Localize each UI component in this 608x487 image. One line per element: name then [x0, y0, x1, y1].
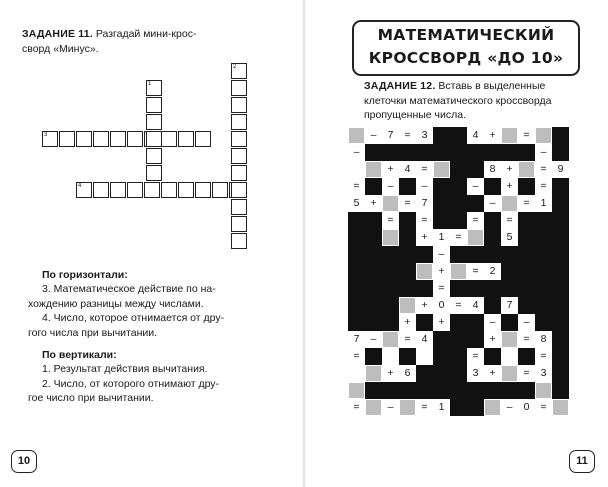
crossword-cell[interactable] — [59, 131, 75, 147]
operator-cell: = — [416, 212, 433, 229]
operator-cell: + — [501, 161, 518, 178]
black-cell — [450, 382, 467, 399]
black-cell — [399, 212, 416, 229]
black-cell — [535, 297, 552, 314]
empty-cell — [348, 365, 365, 382]
black-cell — [450, 399, 467, 416]
black-cell — [501, 382, 518, 399]
operator-cell: = — [450, 297, 467, 314]
black-cell — [484, 348, 501, 365]
operator-cell: = — [399, 195, 416, 212]
operator-cell: = — [348, 178, 365, 195]
crossword-cell[interactable] — [146, 97, 162, 113]
black-cell — [348, 263, 365, 280]
crossword-cell[interactable] — [195, 131, 211, 147]
operator-cell: + — [399, 314, 416, 331]
crossword-cell[interactable] — [231, 199, 247, 215]
number-cell: 1 — [433, 229, 450, 246]
number-cell: 9 — [552, 161, 569, 178]
operator-cell: – — [535, 144, 552, 161]
black-cell — [399, 382, 416, 399]
black-cell — [399, 280, 416, 297]
black-cell — [365, 280, 382, 297]
down-clue-line: 1. Результат действия вычитания. — [42, 363, 208, 375]
clue-number: 1 — [148, 81, 152, 87]
black-cell — [416, 382, 433, 399]
operator-cell: = — [399, 127, 416, 144]
black-cell — [535, 229, 552, 246]
crossword-cell[interactable] — [93, 131, 109, 147]
black-cell — [484, 144, 501, 161]
black-cell — [501, 263, 518, 280]
black-cell — [501, 246, 518, 263]
black-cell — [535, 314, 552, 331]
black-cell — [450, 212, 467, 229]
operator-cell: = — [535, 161, 552, 178]
black-cell — [484, 297, 501, 314]
black-cell — [552, 144, 569, 161]
answer-cell[interactable] — [365, 399, 382, 416]
task-12-text-line1: Вставь в выделенные — [438, 80, 546, 92]
empty-cell — [416, 348, 433, 365]
black-cell — [467, 280, 484, 297]
operator-cell: + — [433, 314, 450, 331]
black-cell — [467, 246, 484, 263]
black-cell — [501, 314, 518, 331]
crossword-cell[interactable] — [146, 165, 162, 181]
black-cell — [382, 314, 399, 331]
crossword-cell[interactable] — [231, 148, 247, 164]
operator-cell: – — [365, 127, 382, 144]
operator-cell: + — [484, 365, 501, 382]
black-cell — [484, 246, 501, 263]
page-number-left: 10 — [11, 450, 37, 473]
black-cell — [518, 212, 535, 229]
down-clue-line: 2. Число, от которого отнимают дру- — [42, 377, 220, 390]
black-cell — [399, 348, 416, 365]
number-cell: 2 — [484, 263, 501, 280]
black-cell — [467, 161, 484, 178]
answer-cell[interactable] — [501, 195, 518, 212]
clue-number: 2 — [233, 64, 237, 70]
black-cell — [467, 314, 484, 331]
operator-cell: – — [365, 331, 382, 348]
answer-cell[interactable] — [501, 127, 518, 144]
number-cell: 5 — [348, 195, 365, 212]
answer-cell[interactable] — [399, 297, 416, 314]
black-cell — [518, 382, 535, 399]
operator-cell: – — [484, 195, 501, 212]
crossword-cell[interactable] — [231, 97, 247, 113]
number-cell: 1 — [433, 399, 450, 416]
black-cell — [450, 127, 467, 144]
black-cell — [467, 195, 484, 212]
number-cell: 7 — [348, 331, 365, 348]
black-cell — [552, 348, 569, 365]
black-cell — [552, 195, 569, 212]
crossword-cell[interactable] — [231, 80, 247, 96]
operator-cell: = — [535, 348, 552, 365]
black-cell — [552, 263, 569, 280]
answer-cell[interactable] — [501, 331, 518, 348]
black-cell — [433, 127, 450, 144]
black-cell — [450, 246, 467, 263]
operator-cell: + — [433, 263, 450, 280]
black-cell — [552, 314, 569, 331]
operator-cell: + — [484, 127, 501, 144]
black-cell — [365, 348, 382, 365]
number-cell: 5 — [501, 229, 518, 246]
operator-cell: = — [433, 280, 450, 297]
black-cell — [365, 212, 382, 229]
black-cell — [552, 331, 569, 348]
down-heading: По вертикали: — [42, 349, 117, 361]
operator-cell: – — [382, 178, 399, 195]
task-11-text-line1: Разгадай мини-крос- — [95, 28, 197, 40]
number-cell: 4 — [399, 161, 416, 178]
operator-cell: – — [484, 314, 501, 331]
answer-cell[interactable] — [348, 127, 365, 144]
crossword-cell[interactable] — [231, 165, 247, 181]
number-cell: 7 — [501, 297, 518, 314]
black-cell — [450, 144, 467, 161]
black-cell — [433, 144, 450, 161]
black-cell — [348, 314, 365, 331]
black-cell — [450, 161, 467, 178]
number-cell: 4 — [467, 127, 484, 144]
crossword-cell[interactable] — [146, 148, 162, 164]
black-cell — [518, 263, 535, 280]
black-cell — [416, 365, 433, 382]
answer-cell[interactable] — [535, 382, 552, 399]
black-cell — [484, 280, 501, 297]
title-line2: КРОССВОРД «ДО 10» — [368, 49, 564, 67]
answer-cell[interactable] — [399, 399, 416, 416]
operator-cell: = — [382, 212, 399, 229]
down-clues — [28, 362, 288, 406]
empty-cell — [382, 348, 399, 365]
black-cell — [450, 314, 467, 331]
black-cell — [399, 246, 416, 263]
crossword-cell[interactable] — [161, 182, 177, 198]
operator-cell: – — [467, 178, 484, 195]
crossword-cell[interactable] — [178, 182, 194, 198]
number-cell: 3 — [416, 127, 433, 144]
black-cell — [382, 263, 399, 280]
black-cell — [552, 382, 569, 399]
black-cell — [348, 280, 365, 297]
black-cell — [518, 178, 535, 195]
operator-cell: = — [518, 331, 535, 348]
black-cell — [416, 280, 433, 297]
black-cell — [518, 280, 535, 297]
black-cell — [433, 382, 450, 399]
task-12-text-line2: клеточки математического кроссворда — [364, 94, 552, 107]
number-cell: 4 — [467, 297, 484, 314]
operator-cell: = — [416, 161, 433, 178]
operator-cell: + — [365, 195, 382, 212]
black-cell — [467, 382, 484, 399]
black-cell — [382, 144, 399, 161]
across-clue-line: 3. Математическое действие по на- — [42, 283, 216, 295]
black-cell — [416, 144, 433, 161]
operator-cell: = — [467, 263, 484, 280]
black-cell — [467, 144, 484, 161]
operator-cell: = — [518, 127, 535, 144]
number-cell: 1 — [535, 195, 552, 212]
answer-cell[interactable] — [535, 127, 552, 144]
across-clue-line: гого числа при вычитании. — [28, 326, 158, 339]
black-cell — [433, 212, 450, 229]
crossword-cell[interactable] — [127, 182, 143, 198]
crossword-cell[interactable] — [231, 233, 247, 249]
black-cell — [365, 382, 382, 399]
answer-cell[interactable] — [348, 382, 365, 399]
black-cell — [552, 127, 569, 144]
black-cell — [365, 229, 382, 246]
black-cell — [365, 297, 382, 314]
task-11-text-line2: сворд «Минус». — [22, 42, 99, 55]
black-cell — [535, 212, 552, 229]
number-cell: 0 — [518, 399, 535, 416]
black-cell — [450, 280, 467, 297]
black-cell — [382, 382, 399, 399]
number-cell: 7 — [382, 127, 399, 144]
black-cell — [348, 229, 365, 246]
operator-cell: = — [518, 365, 535, 382]
answer-cell[interactable] — [365, 365, 382, 382]
black-cell — [348, 212, 365, 229]
answer-cell[interactable] — [433, 161, 450, 178]
black-cell — [399, 144, 416, 161]
number-cell: 6 — [399, 365, 416, 382]
operator-cell: + — [382, 365, 399, 382]
black-cell — [467, 399, 484, 416]
black-cell — [518, 348, 535, 365]
answer-cell[interactable] — [467, 229, 484, 246]
page-title — [352, 20, 580, 76]
number-cell: 8 — [484, 161, 501, 178]
operator-cell: = — [467, 348, 484, 365]
black-cell — [348, 297, 365, 314]
operator-cell: + — [484, 331, 501, 348]
operator-cell: = — [535, 178, 552, 195]
operator-cell: + — [416, 297, 433, 314]
empty-cell — [348, 161, 365, 178]
answer-cell[interactable] — [382, 195, 399, 212]
operator-cell: – — [501, 399, 518, 416]
black-cell — [552, 246, 569, 263]
black-cell — [467, 331, 484, 348]
operator-cell: + — [416, 229, 433, 246]
crossword-cell[interactable] — [231, 182, 247, 198]
across-clue-line: хождению разницы между числами. — [28, 297, 204, 310]
crossword-cell[interactable] — [231, 131, 247, 147]
black-cell — [552, 280, 569, 297]
operator-cell: = — [348, 348, 365, 365]
black-cell — [416, 246, 433, 263]
crossword-cell[interactable] — [161, 131, 177, 147]
operator-cell: = — [450, 229, 467, 246]
black-cell — [518, 297, 535, 314]
operator-cell: + — [501, 178, 518, 195]
black-cell — [535, 280, 552, 297]
black-cell — [399, 229, 416, 246]
answer-cell[interactable] — [518, 161, 535, 178]
operator-cell: – — [433, 246, 450, 263]
crossword-cell[interactable] — [144, 182, 160, 198]
black-cell — [382, 297, 399, 314]
clue-number: 4 — [78, 183, 82, 189]
answer-cell[interactable] — [450, 263, 467, 280]
black-cell — [552, 365, 569, 382]
across-heading: По горизонтали: — [42, 269, 128, 281]
operator-cell: – — [416, 178, 433, 195]
task-12-label: ЗАДАНИЕ 12. — [364, 80, 436, 92]
page-number-right: 11 — [569, 450, 595, 473]
crossword-cell[interactable] — [93, 182, 109, 198]
task-11 — [22, 27, 282, 56]
crossword-cell[interactable] — [195, 182, 211, 198]
black-cell — [518, 144, 535, 161]
clue-number: 3 — [44, 132, 48, 138]
black-cell — [433, 195, 450, 212]
black-cell — [382, 280, 399, 297]
title-line1: МАТЕМАТИЧЕСКИЙ — [377, 26, 555, 44]
operator-cell: = — [501, 212, 518, 229]
black-cell — [433, 178, 450, 195]
black-cell — [365, 144, 382, 161]
black-cell — [450, 178, 467, 195]
black-cell — [416, 314, 433, 331]
down-clue-line: гое число при вычитании. — [28, 392, 154, 404]
black-cell — [433, 331, 450, 348]
black-cell — [484, 212, 501, 229]
answer-cell[interactable] — [552, 399, 569, 416]
operator-cell: – — [382, 399, 399, 416]
black-cell — [552, 229, 569, 246]
crossword-cell[interactable] — [146, 131, 162, 147]
operator-cell: = — [535, 399, 552, 416]
answer-cell[interactable] — [382, 331, 399, 348]
black-cell — [365, 263, 382, 280]
crossword-cell[interactable] — [76, 131, 92, 147]
answer-cell[interactable] — [501, 365, 518, 382]
answer-cell[interactable] — [416, 263, 433, 280]
number-cell: 3 — [467, 365, 484, 382]
black-cell — [450, 365, 467, 382]
operator-cell: + — [382, 161, 399, 178]
answer-cell[interactable] — [365, 161, 382, 178]
across-clue-line: 4. Число, которое отнимается от дру- — [42, 312, 225, 324]
crossword-cell[interactable] — [231, 114, 247, 130]
answer-cell[interactable] — [382, 229, 399, 246]
operator-cell: = — [518, 195, 535, 212]
crossword-cell[interactable] — [110, 131, 126, 147]
number-cell: 0 — [433, 297, 450, 314]
black-cell — [501, 280, 518, 297]
black-cell — [450, 195, 467, 212]
black-cell — [518, 229, 535, 246]
operator-cell: = — [467, 212, 484, 229]
number-cell: 3 — [535, 365, 552, 382]
crossword-cell[interactable] — [110, 182, 126, 198]
operator-cell: = — [348, 399, 365, 416]
black-cell — [535, 263, 552, 280]
answer-cell[interactable] — [484, 399, 501, 416]
crossword-cell[interactable] — [146, 114, 162, 130]
black-cell — [518, 246, 535, 263]
black-cell — [433, 348, 450, 365]
operator-cell: = — [399, 331, 416, 348]
number-cell: 7 — [416, 195, 433, 212]
black-cell — [365, 314, 382, 331]
black-cell — [450, 348, 467, 365]
operator-cell: = — [416, 399, 433, 416]
black-cell — [348, 246, 365, 263]
crossword-cell[interactable] — [231, 216, 247, 232]
across-clues — [28, 282, 288, 340]
black-cell — [399, 263, 416, 280]
black-cell — [501, 144, 518, 161]
black-cell — [535, 246, 552, 263]
black-cell — [484, 178, 501, 195]
black-cell — [552, 178, 569, 195]
crossword-cell[interactable] — [212, 182, 228, 198]
empty-cell — [501, 348, 518, 365]
black-cell — [365, 178, 382, 195]
black-cell — [399, 178, 416, 195]
black-cell — [484, 382, 501, 399]
black-cell — [484, 229, 501, 246]
number-cell: 8 — [535, 331, 552, 348]
operator-cell: – — [348, 144, 365, 161]
black-cell — [382, 246, 399, 263]
task-12 — [364, 79, 600, 123]
black-cell — [365, 246, 382, 263]
task-12-text-line3: пропущенные числа. — [364, 109, 467, 121]
black-cell — [552, 297, 569, 314]
black-cell — [433, 365, 450, 382]
task-11-label: ЗАДАНИЕ 11. — [22, 28, 93, 40]
black-cell — [450, 331, 467, 348]
black-cell — [552, 212, 569, 229]
operator-cell: – — [518, 314, 535, 331]
crossword-cell[interactable] — [178, 131, 194, 147]
crossword-cell[interactable] — [127, 131, 143, 147]
number-cell: 4 — [416, 331, 433, 348]
